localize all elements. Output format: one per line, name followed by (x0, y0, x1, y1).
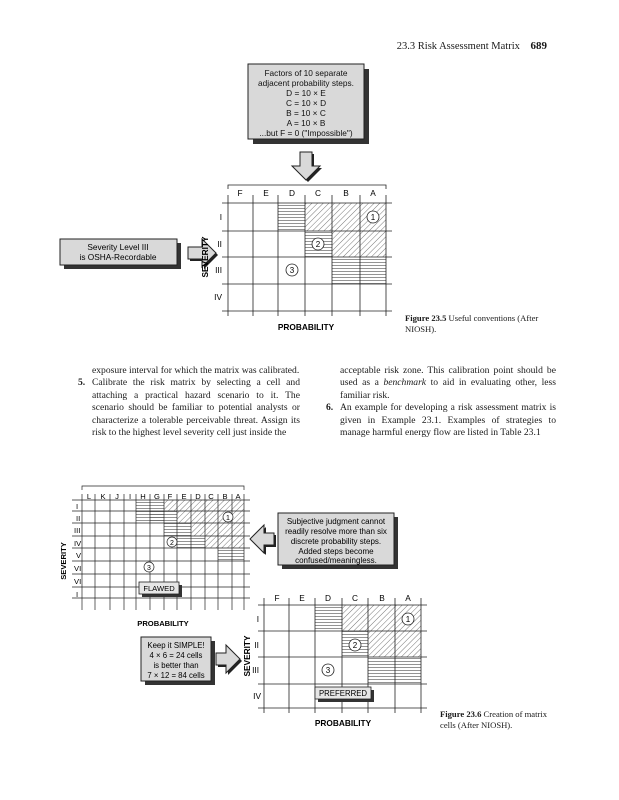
callout-line: Keep it SIMPLE! (147, 641, 205, 650)
row-label: II (76, 514, 81, 523)
paragraph-continuation (326, 365, 556, 402)
left-arrow-icon (250, 525, 274, 553)
cell-shaded-diagonal (342, 605, 368, 631)
list-item-text: An example for developing a risk assessment matrix is given in Example 23.1. Examples of strategies to manage harmful energy flow are listed in Table 23.1 (340, 402, 556, 439)
probability-axis-label: PROBABILITY (277, 322, 335, 332)
column-label: B (379, 593, 385, 603)
marker-label: 3 (325, 666, 331, 675)
figure-23-6-caption (440, 709, 560, 731)
column-label: B (222, 492, 228, 501)
row-label: IV (214, 292, 222, 302)
callout-line: discrete probability steps. (290, 537, 382, 546)
cell-shaded-horizontal (368, 657, 395, 684)
row-label: II (217, 239, 222, 249)
cell-shaded-diagonal (332, 231, 360, 257)
text-run: acceptable risk zone. This calibration point should be used as a (340, 365, 556, 389)
callout-top-line: ...but F = 0 ("Impossible") (259, 128, 353, 138)
column-label: A (235, 492, 241, 501)
column-brace (228, 185, 386, 189)
column-label: G (154, 492, 160, 501)
list-number: 6. (326, 402, 334, 414)
callout-subjective (250, 513, 398, 569)
column-label: F (237, 188, 243, 198)
cell-shaded-horizontal (360, 257, 386, 284)
list-item-text: Calibrate the risk matrix by selecting a cell and attaching a practical hazard scenario to it. The scenario should be familiar to potential analysts or characterize a tolerable perceivable threat. Assign its risk to the highest level severity cell just inside the (92, 377, 300, 439)
row-label: IV (253, 691, 261, 701)
column-label: A (370, 188, 376, 198)
column-label: E (299, 593, 305, 603)
callout-left-line: Severity Level III (87, 242, 149, 252)
marker-label: 3 (147, 565, 151, 572)
column-label: C (208, 492, 214, 501)
caption-text: Creation of matrix cells (After NIOSH). (440, 709, 548, 730)
marker-label: 1 (405, 615, 411, 624)
callout-top-line: Factors of 10 separate (264, 68, 348, 78)
column-label: E (181, 492, 187, 501)
cell-shaded-horizontal (278, 203, 305, 231)
row-label: V (76, 551, 82, 560)
cell-shaded-horizontal (164, 523, 191, 536)
column-label: C (352, 593, 358, 603)
section-title: 23.3 Risk Assessment Matrix (396, 41, 520, 52)
row-label: VI (74, 577, 82, 586)
row-label: III (215, 265, 222, 275)
cell-shaded-diagonal (205, 536, 244, 548)
text-run: to aid in evaluating other, less familiar risk. (340, 377, 556, 401)
column-label: J (115, 492, 119, 501)
marker-label: 2 (170, 540, 174, 547)
cell-shaded-diagonal (368, 631, 395, 657)
figure-23-6-flawed (59, 486, 250, 628)
cell-shaded-horizontal (395, 657, 421, 684)
callout-top-line: D = 10 × E (286, 88, 326, 98)
column-label: C (315, 188, 321, 198)
caption-label: Figure 23.5 (405, 313, 447, 323)
figure-23-5-caption (405, 313, 555, 335)
column-label: I (128, 492, 132, 501)
column-label: F (274, 593, 280, 603)
callout-line: readily resolve more than six (285, 527, 387, 536)
caption-label: Figure 23.6 (440, 709, 482, 719)
marker-label: 3 (289, 266, 295, 275)
column-brace (82, 486, 244, 490)
cell-shaded-horizontal (218, 548, 244, 561)
callout-top-line: C = 10 × D (285, 98, 327, 108)
callout-top-line: B = 10 × C (286, 108, 326, 118)
callout-line: Subjective judgment cannot (286, 517, 386, 526)
body-left-column (78, 365, 300, 439)
callout-keep-simple (141, 637, 242, 685)
column-label: F (167, 492, 173, 501)
cell-shaded-diagonal (368, 605, 395, 631)
row-label: VI (74, 564, 82, 573)
column-label: L (86, 492, 92, 501)
cell-shaded-diagonal (305, 203, 332, 231)
severity-axis-label: SEVERITY (200, 236, 210, 278)
column-label: B (343, 188, 349, 198)
figure-23-6-preferred (242, 593, 427, 728)
body-right-column (326, 365, 556, 439)
caption-text: Useful conventions (After NIOSH). (405, 313, 539, 334)
cell-shaded-diagonal (332, 203, 360, 231)
callout-left-line: is OSHA-Recordable (79, 252, 157, 262)
list-number: 5. (78, 377, 86, 389)
row-label: III (74, 526, 81, 535)
row-label: I (76, 590, 79, 599)
cell-shaded-horizontal (315, 605, 342, 631)
callout-line: 7 × 12 = 84 cells (147, 671, 205, 680)
column-label: D (195, 492, 201, 501)
callout-line: is better than (153, 661, 199, 670)
marker-label: 1 (226, 515, 230, 522)
list-item-5 (78, 377, 300, 439)
callout-top-line: A = 10 × B (286, 118, 326, 128)
row-label: I (256, 614, 259, 624)
cell-shaded-horizontal (150, 511, 177, 523)
column-label: D (325, 593, 331, 603)
figure-23-5 (60, 64, 392, 332)
row-label: III (252, 665, 259, 675)
probability-axis-label: PROBABILITY (314, 718, 372, 728)
callout-top-line: adjacent probability steps. (258, 78, 354, 88)
cell-shaded-horizontal (332, 257, 360, 284)
callout-line: confused/meaningless. (295, 556, 377, 565)
paragraph-continuation: exposure interval for which the matrix was calibrated. (92, 365, 300, 376)
row-label: II (254, 640, 259, 650)
row-label: IV (74, 539, 82, 548)
severity-axis-label: SEVERITY (59, 542, 68, 580)
marker-label: 2 (315, 240, 321, 249)
flawed-tag-label: FLAWED (143, 584, 175, 593)
column-label: A (405, 593, 411, 603)
cell-shaded-diagonal (395, 631, 421, 657)
marker-label: 1 (370, 213, 376, 222)
row-label: I (219, 212, 222, 222)
page-number: 689 (530, 40, 547, 52)
right-arrow-icon (216, 645, 240, 673)
down-arrow-icon (292, 152, 320, 180)
column-label: E (263, 188, 269, 198)
cell-shaded-diagonal (191, 523, 244, 536)
emphasis-text: benchmark (383, 377, 427, 389)
callout-line: 4 × 6 = 24 cells (149, 651, 203, 660)
column-label: H (140, 492, 146, 501)
marker-label: 2 (352, 641, 358, 650)
list-item-6 (326, 402, 556, 439)
column-label: D (289, 188, 295, 198)
callout-line: Added steps become (298, 547, 374, 556)
severity-axis-label: SEVERITY (242, 635, 252, 677)
row-label: I (76, 502, 79, 511)
cell-shaded-diagonal (177, 511, 244, 523)
cell-shaded-diagonal (360, 231, 386, 257)
preferred-tag-label: PREFERRED (318, 689, 368, 698)
column-label: K (100, 492, 106, 501)
probability-axis-label: PROBABILITY (137, 619, 189, 628)
